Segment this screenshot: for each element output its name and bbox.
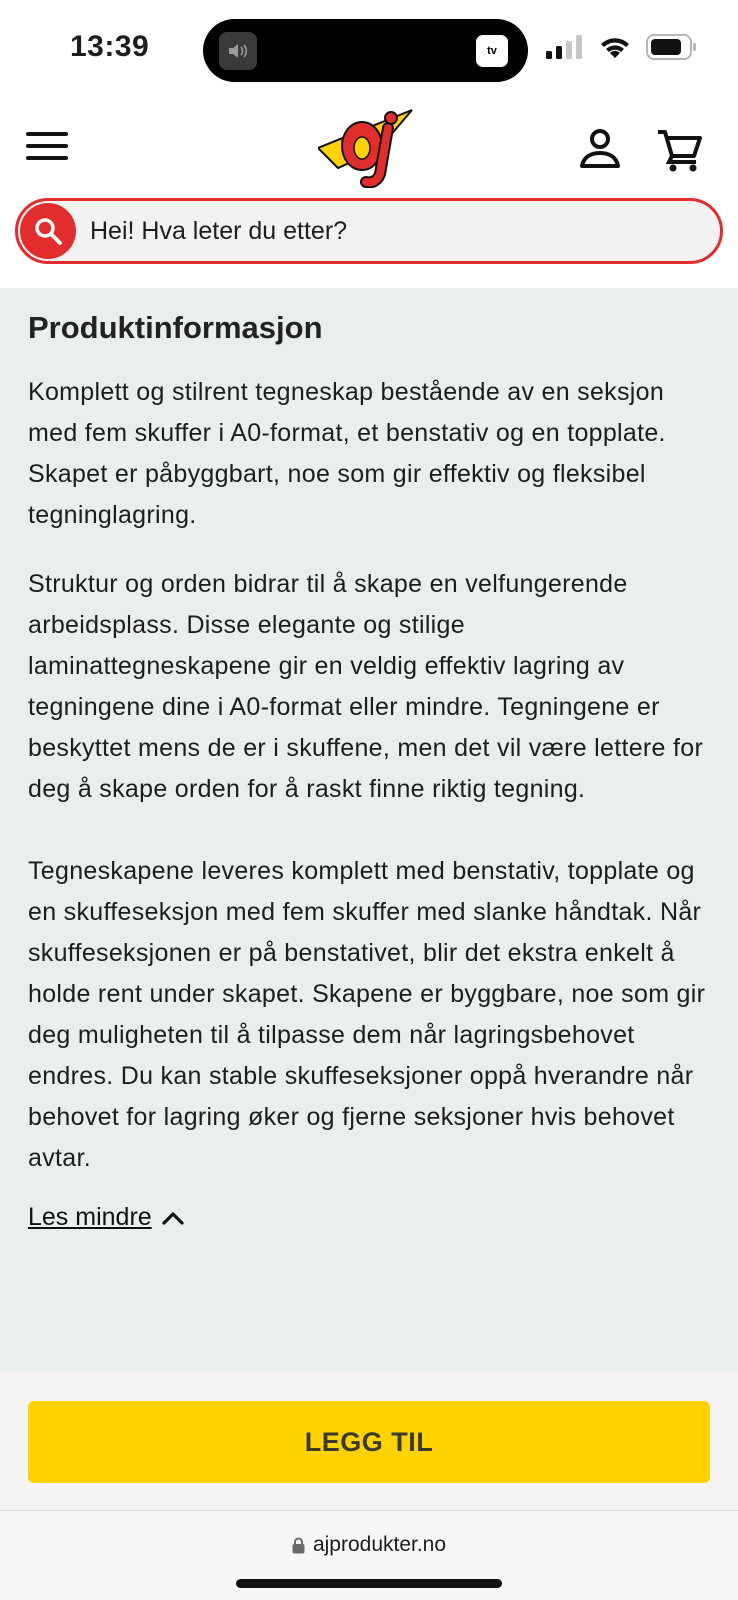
dynamic-island: [203, 19, 528, 82]
user-account-icon[interactable]: [578, 126, 622, 170]
apple-tv-label: tv: [487, 45, 497, 57]
url-text: ajprodukter.no: [312, 1533, 447, 1556]
search-bar[interactable]: [15, 198, 723, 264]
apple-tv-icon: [476, 35, 508, 67]
add-to-cart-bar: [0, 1371, 738, 1511]
aj-logo[interactable]: [318, 108, 422, 188]
search-input[interactable]: [90, 217, 690, 246]
battery-icon: [646, 34, 698, 60]
speaker-icon: [219, 32, 257, 70]
home-indicator: [236, 1579, 502, 1588]
section-title: Produktinformasjon: [28, 310, 323, 345]
product-description-3: Tegneskapene leveres komplett med benstativ, topplate og en skuffeseksjon med fem skuffer med slanke håndtak. Når skuffeseksjonen er på benstativet, blir det ekstra enkelt å holde rent under skapet. Skapene er byggbare, noe som gir deg muligheten til å tilpasse dem når lagringsbehovet endres. Du kan stable skuffeseksjoner oppå hverandre når behovet for lagring øker og fjerne seksjoner hvis behovet avtar.: [28, 857, 706, 1172]
browser-url-bar[interactable]: [0, 1511, 738, 1600]
wifi-icon: [598, 35, 632, 59]
signal-icon: [546, 35, 584, 59]
status-time: 13:39: [70, 30, 150, 63]
url-display[interactable]: [0, 1533, 738, 1557]
chevron-up-icon: [162, 1211, 184, 1225]
shopping-cart-icon[interactable]: [656, 126, 704, 174]
product-info-section: [0, 288, 738, 1371]
add-to-cart-button[interactable]: LEGG TIL: [28, 1401, 710, 1483]
show-less-label: Les mindre: [28, 1203, 152, 1231]
hamburger-menu-icon[interactable]: [26, 132, 68, 164]
site-header: [0, 96, 738, 288]
search-icon[interactable]: [20, 203, 76, 259]
lock-icon: [292, 1537, 305, 1554]
product-description-2: Struktur og orden bidrar til å skape en velfungerende arbeidsplass. Disse elegante og stilige laminattegneskapene gir en veldig effektiv lagring av tegningene dine i A0-format eller mindre. Tegningene er beskyttet mens de er i skuffene, men det vil være lettere for deg å skape orden for å raskt finne riktig tegning.: [28, 570, 704, 803]
status-icons: [546, 34, 698, 60]
product-description-1: Komplett og stilrent tegneskap bestående av en seksjon med fem skuffer i A0-format, et benstativ og en topplate. Skapet er påbyggbart, noe som gir effektiv og fleksibel tegninglagring.: [28, 378, 666, 529]
show-less-link[interactable]: [28, 1203, 184, 1232]
status-bar: [0, 0, 738, 96]
